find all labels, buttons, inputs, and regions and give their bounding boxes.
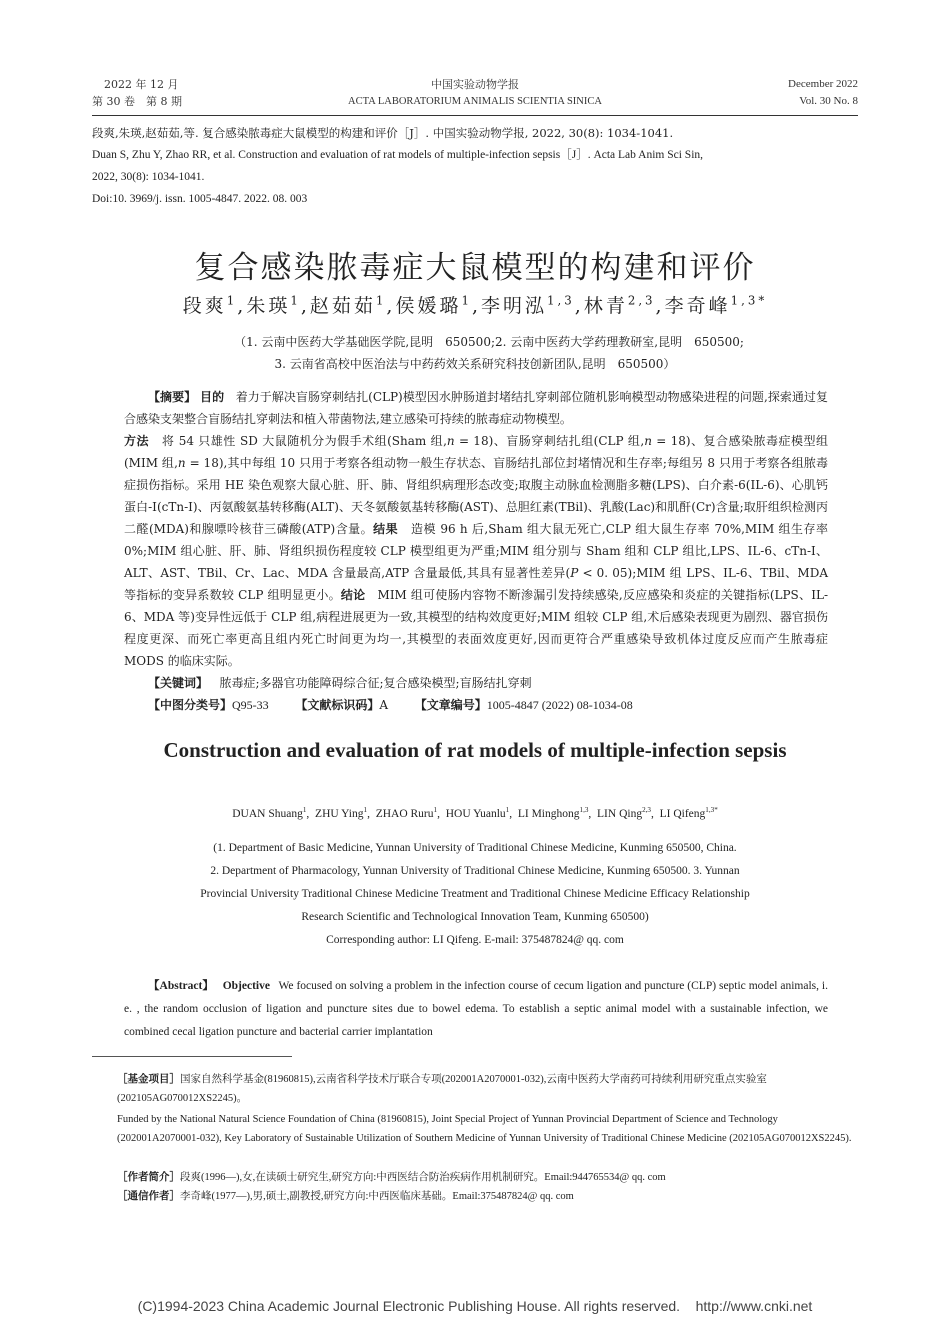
citation-cn: 段爽,朱瑛,赵茹茹,等. 复合感染脓毒症大鼠模型的构建和评价［J］. 中国实验动物学报, 2022, 30(8): 1034-1041. <box>92 126 674 140</box>
copyright-footer: (C)1994-2023 China Academic Journal Electronic Publishing House. All rights reserved. http://www.cnki.net <box>137 1298 813 1314</box>
footnote-fund-cn: ［基金项目］国家自然科学基金(81960815),云南省科学技术厅联合专项(202001A2070001-032),云南中医药大学南药可持续利用研究重点实验室(202105AG070012XS2245)。 <box>117 1073 767 1104</box>
header-journal: 中国实验动物学报 ACTA LABORATORIUM ANIMALIS SCIENTIA SINICA <box>348 78 602 107</box>
authors-cn: 段爽$^1$,朱瑛$^1$,赵茹茹$^1$,侯媛璐$^1$,李明泓$^{1,3}$,林青$^{2,3}$,李奇峰$^{1,3*}$ <box>182 293 768 317</box>
citation-en-line1: Duan S, Zhu Y, Zhao RR, et al. Construction and evaluation of rat models of multiple-infection sepsis［J］. Acta Lab Anim Sci Sin, <box>92 149 704 161</box>
conclusion-cn: MIM 组可使肠内容物不断渗漏引发持续感染,反应感染和炎症的关键指标(LPS、IL-6、MDA 等)变异性远低于 CLP 组,病程进展更为一致,其模型的结构效度更好;MIM 组较 CLP 组,术后感染表现更为剧烈、器官损伤程度更深、而死亡率更高且组内死亡时间更为均一,其模型的表面效度更好,因而更符合严重感染导致机体过度反应而产生脓毒症 MODS 的临床实际。 <box>124 588 828 668</box>
author-cn-5: 李明泓 <box>481 295 548 317</box>
keywords-cn: 【关键词】 脓毒症;多器官功能障碍综合征;复合感染模型;盲肠结扎穿刺 <box>148 676 532 690</box>
title-cn: 复合感染脓毒症大鼠模型的构建和评价 <box>194 250 756 286</box>
affiliations-cn: （1. 云南中医药大学基础医学院,昆明 650500;2. 云南中医药大学药理教研室,昆明 650500; 3. 云南省高校中医治法与中药药效关系研究科技创新团队,昆明 650500） <box>234 335 744 371</box>
author-cn-3: 赵茹茹 <box>309 295 376 317</box>
header-date: 2022 年 12 月 第 30 卷 第 8 期 <box>92 78 182 108</box>
classification-cn: 【中图分类号】Q95-33 【文献标识码】A 【文章编号】1005-4847 (2022) 08-1034-08 <box>148 698 633 712</box>
results-label-cn: 结果 <box>373 522 399 536</box>
footnote-rule <box>92 1056 292 1057</box>
abstract-en-label: 【Abstract】 <box>148 980 214 992</box>
citation-block <box>92 122 862 210</box>
abstract-en <box>124 975 828 1044</box>
author-cn-1: 段爽 <box>182 295 227 317</box>
author-cn-6: 林青 <box>583 295 628 317</box>
methods-label-cn: 方法 <box>124 434 149 448</box>
author-cn-4: 侯媛璐 <box>395 295 462 317</box>
objective-label-cn: 目的 <box>200 390 225 404</box>
citation-doi: Doi:10. 3969/j. issn. 1005-4847. 2022. 08. 003 <box>92 193 308 205</box>
objective-label-en: Objective <box>222 980 270 992</box>
abstract-cn-label: 【摘要】 <box>148 390 197 404</box>
conclusion-label-cn: 结论 <box>340 588 366 602</box>
abstract-cn-body: 【摘要】 目的 着力于解决盲肠穿刺结扎(CLP)模型因水肿肠道封堵结扎穿刺部位随机影响模型动物感染进程的问题,探索通过复合感染支架整合盲肠结扎穿刺法和植入带菌物法,建立感染可持续的脓毒症动物模型。 方法 将 54 只雄性 SD 大鼠随机分为假手术组(Sham 组,n = 18)、盲肠穿刺结扎组(CLP 组,n = 18)、复合感染脓毒症模型组(MIM 组,n = 18),其中每组 10 只用于考察各组动物一般生存状态、盲肠结扎部位封堵情况和生存率;每组另 8 只用于考察各组脓毒症损伤指标。采用 HE 染色观察大鼠心脏、肝、肺、肾组织病理形态改变;取腹主动脉血检测脂多糖(LPS)、白介素-6(IL-6)、心肌钙蛋白-Ⅰ(cTn-I)、丙氨酸氨基转移酶(ALT)、天冬氨酸氨基转移酶(AST)、总胆红素(TBil)、乳酸(Lac)和肌酐(Cr)含量;取肝组织检测丙二醛(MDA)和腺嘌呤核苷三磷酸(ATP)含量。结果 造模 96 h 后,Sham 组大鼠无死亡,CLP 组大鼠生存率 70%,MIM 组生存率 0%;MIM 组心脏、肝、肺、肾组织损伤程度较 CLP 模型组更为严重;MIM 组分别与 Sham 组和 CLP 组比,LPS、IL-6、cTn-I、ALT、AST、TBil、Cr、Lac、MDA 含量最高,ATP 含量最低,其具有显著性差异(P < 0. 05);MIM 组 LPS、IL-6、TBil、MDA 等指标的变异系数较 CLP 组明显更小。结论 MIM 组可使肠内容物不断渗漏引发持续感染,反应感染和炎症的关键指标(LPS、IL-6、MDA 等)变异性远低于 CLP 组,病程进展更为一致,其模型的结构效度更好;MIM 组较 CLP 组,术后感染表现更为剧烈、器官损伤程度更深、而死亡率更高且组内死亡时间更为均一,其模型的表面效度更好,因而更符合严重感染导致机体过度反应而产生脓毒症 MODS 的临床实际。 <box>124 390 829 668</box>
footnote-fund-en: Funded by the National Natural Science Foundation of China (81960815), Joint Special Project of Yunnan Provincial Department of Science and Technology (202001A2070001-032), Key Laboratory of Sustainable Utilization of Southern Medicine of Yunnan University of Traditional Chinese Medicine (202105AG070012XS2245). <box>117 1114 852 1144</box>
header-rule <box>92 115 858 116</box>
authors-en: DUAN Shuang$^1$, ZHU Ying$^1$, ZHAO Ruru$^1$, HOU Yuanlu$^1$, LI Minghong$^{1,3}$, LIN Qing$^{2,3}$, LI Qifeng$^{1,3*}$ <box>232 806 718 820</box>
footnote-corresponding: ［通信作者］李奇峰(1977—),男,硕士,副教授,研究方向:中西医临床基础。Email:375487824@ qq. com <box>117 1190 574 1202</box>
footnote-author: ［作者简介］段爽(1996—),女,在读硕士研究生,研究方向:中西医结合防治疾病作用机制研究。Email:944765534@ qq. com <box>117 1171 666 1183</box>
citation-en-line2: 2022, 30(8): 1034-1041. <box>92 171 205 183</box>
title-en: Construction and evaluation of rat models of multiple-infection sepsis <box>163 738 787 762</box>
author-cn-2: 朱瑛 <box>246 295 291 317</box>
corresponding-author: Corresponding author: LI Qifeng. E-mail: 375487824@ qq. com <box>326 934 624 946</box>
affiliations-en: (1. Department of Basic Medicine, Yunnan University of Traditional Chinese Medicine, Kunming 650500, China. 2. Department of Pharmacology, Yunnan University of Traditional Chinese Medicine, Kunming 650500. 3. Yunnan Provincial University Traditional Chinese Medicine Treatment and Traditional Chinese Medicine Efficacy Relationship Research Scientific and Technological Innovation Team, Kunming 650500) Corresponding author: LI Qifeng. E-mail: 375487824@ qq. com <box>92 837 858 952</box>
header-volume: December 2022 Vol. 30 No. 8 <box>788 78 858 107</box>
abstract-cn <box>124 386 828 716</box>
abstract-en-text: We focused on solving a problem in the infection course of cecum ligation and puncture (CLP) septic model animals, i. e. , the random occlusion of ligation and puncture sites due to bowel edema. To establish a septic animal model with a sustainable infection, we combined cecal ligation puncture and bacterial carrier implantation <box>124 980 828 1038</box>
objective-cn: 着力于解决盲肠穿刺结扎(CLP)模型因水肿肠道封堵结扎穿刺部位随机影响模型动物感染进程的问题,探索通过复合感染支架整合盲肠结扎穿刺法和植入带菌物法,建立感染可持续的脓毒症动物模型。 <box>124 390 828 426</box>
author-cn-7: 李奇峰 <box>664 295 731 317</box>
